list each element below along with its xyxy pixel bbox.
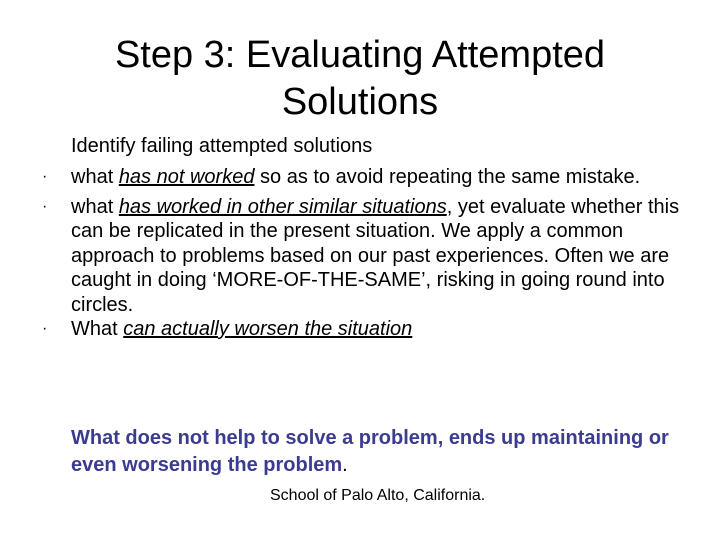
- bullet-emphasis: has not worked: [118, 166, 255, 188]
- source-citation: School of Palo Alto, California.: [270, 487, 486, 504]
- list-item: [40, 195, 690, 318]
- bullet-text-pre: What: [71, 318, 124, 340]
- bullet-text-pre: what: [71, 195, 119, 218]
- conclusion-text: What does not help to solve a problem, ends up maintaining or even worsening the problem: [71, 427, 669, 476]
- title-line-2: Solutions: [281, 81, 439, 123]
- intro-text: Identify failing attempted solutions: [71, 135, 373, 157]
- bullet-icon: ·: [42, 320, 48, 337]
- bullet-list: [40, 165, 690, 342]
- title-line-1: Step 3: Evaluating Attempted: [114, 34, 606, 76]
- bullet-emphasis: can actually worsen the situation: [123, 318, 413, 340]
- list-item: [40, 165, 690, 190]
- conclusion-statement: [71, 425, 671, 479]
- bullet-emphasis: has worked in other similar situations: [118, 195, 447, 218]
- conclusion-period: .: [342, 454, 348, 476]
- slide-title: [60, 32, 660, 126]
- list-item: [40, 317, 690, 342]
- bullet-icon: ·: [42, 168, 48, 185]
- bullet-text-pre: what: [71, 166, 119, 188]
- bullet-icon: ·: [42, 197, 48, 215]
- bullet-text-post: , yet evaluate whether this can be replicated in the present situation. We apply a common approach to problems based on our past experiences. Often we are caught in doing ‘MORE-OF-THE-SAME’, risking in going round into circles.: [71, 195, 680, 316]
- bullet-text-post: so as to avoid repeating the same mistake.: [254, 166, 641, 188]
